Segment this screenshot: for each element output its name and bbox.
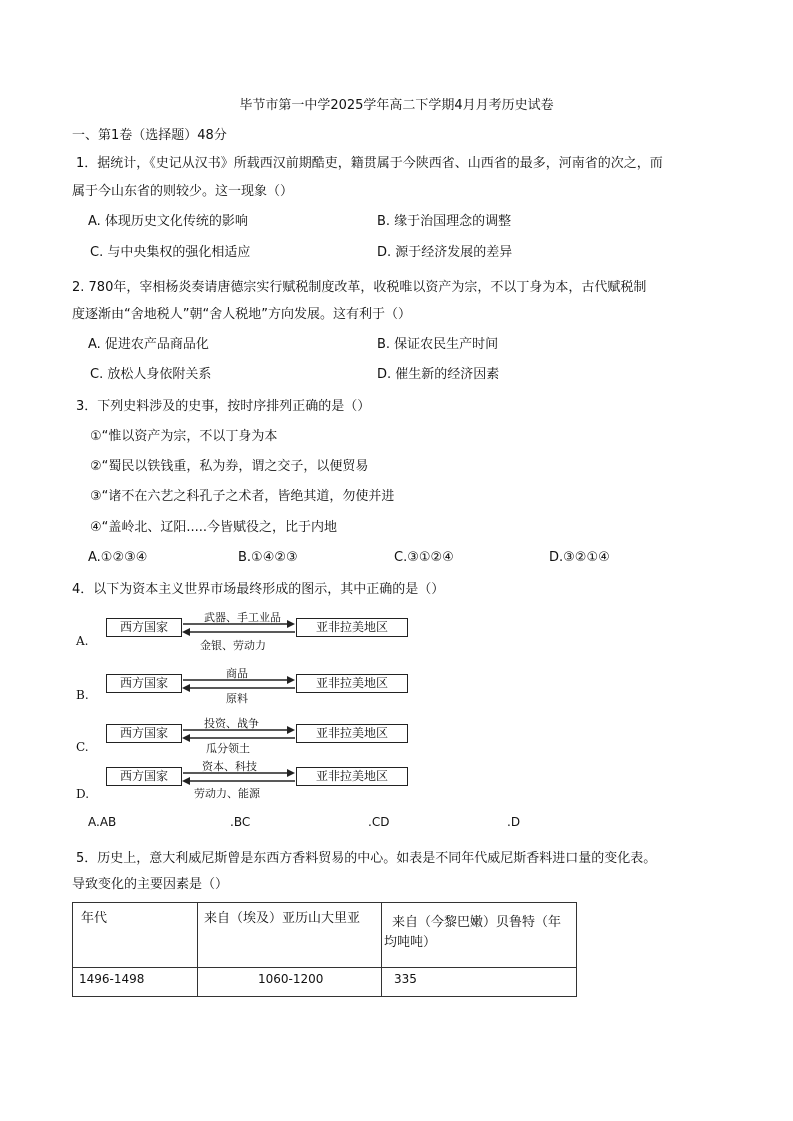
- western-countries-box: 西方国家: [106, 674, 182, 693]
- bottom-flow-label: 金银、劳动力: [200, 639, 266, 652]
- q2-option-d: D. 催生新的经济因素: [377, 367, 500, 382]
- western-countries-box: 西方国家: [106, 767, 182, 786]
- top-flow-label: 武器、手工业品: [204, 611, 281, 624]
- q4-diagram-c: [76, 712, 416, 755]
- cell-beirut: 335: [394, 972, 417, 986]
- q1-option-b: B. 缘于治国理念的调整: [377, 214, 512, 229]
- q4-option-a: A.AB: [88, 815, 117, 829]
- q2-option-a: A. 促进农产品商品化: [88, 337, 209, 352]
- bottom-flow-label: 原料: [226, 692, 248, 705]
- q5-stem-line1: 5．历史上，意大利威尼斯曾是东西方香料贸易的中心。如表是不同年代威尼斯香料进口量的变化表。: [76, 851, 657, 866]
- header-beirut: 来自（今黎巴嫩）贝鲁特（年: [392, 915, 562, 930]
- table-header-cell: [73, 903, 198, 968]
- asia-africa-latin-america-box: 亚非拉美地区: [296, 767, 408, 786]
- q3-item-1: ①“惟以资产为宗，不以丁身为本: [90, 429, 278, 444]
- spice-import-table: [72, 902, 577, 997]
- q1-stem-line1: 1．据统计，《史记从汉书》所载西汉前期酷吏，籍贯属于今陕西省、山西省的最多，河南省的次之，而: [76, 156, 663, 171]
- table-header-row: [73, 903, 577, 968]
- cell-alexandria: 1060-1200: [258, 972, 324, 986]
- q1-option-a: A. 体现历史文化传统的影响: [88, 214, 248, 229]
- western-countries-box: 西方国家: [106, 724, 182, 743]
- q4-diagram-b: [76, 662, 416, 705]
- q4-option-d: .D: [507, 815, 521, 829]
- header-unit: 均吨吨）: [384, 935, 437, 950]
- q4-option-b: .BC: [230, 815, 251, 829]
- diagram-letter: B.: [76, 688, 89, 702]
- q4-option-c: .CD: [368, 815, 390, 829]
- table-cell: [382, 968, 577, 997]
- table-cell: [73, 968, 198, 997]
- q3-option-d: D.③②①④: [549, 550, 610, 565]
- q2-option-b: B. 保证农民生产时间: [377, 337, 499, 352]
- bottom-flow-label: 瓜分领土: [206, 742, 250, 755]
- table-row: [73, 968, 577, 997]
- western-countries-box: 西方国家: [106, 618, 182, 637]
- q2-option-c: C. 放松人身依附关系: [90, 367, 212, 382]
- q4-stem: 4．以下为资本主义世界市场最终形成的图示，其中正确的是（）: [72, 582, 445, 597]
- top-flow-label: 资本、科技: [202, 760, 257, 773]
- q3-option-b: B.①④②③: [238, 550, 298, 565]
- diagram-letter: D.: [76, 787, 90, 801]
- q1-stem-line2: 属于今山东省的则较少。这一现象（）: [72, 184, 294, 199]
- q1-option-c: C. 与中央集权的强化相适应: [90, 245, 251, 260]
- q3-item-3: ③“诸不在六艺之科孔子之术者，皆绝其道，勿使并进: [90, 489, 395, 504]
- q4-diagram-a: [76, 612, 416, 650]
- diagram-letter: C.: [76, 740, 89, 754]
- header-year: 年代: [81, 911, 108, 926]
- q2-stem-line2: 度逐渐由“舍地税人”朝“舍人税地”方向发展。这有利于（）: [72, 307, 411, 322]
- top-flow-label: 商品: [226, 667, 248, 680]
- asia-africa-latin-america-box: 亚非拉美地区: [296, 674, 408, 693]
- q3-item-2: ②“蜀民以铁钱重，私为券，谓之交子，以便贸易: [90, 459, 369, 474]
- bottom-flow-label: 劳动力、能源: [194, 787, 260, 800]
- page-title: 毕节市第一中学2025学年高二下学期4月月考历史试卷: [239, 98, 554, 113]
- q4-diagram-d: [76, 757, 416, 801]
- q3-stem: 3．下列史料涉及的史事，按时序排列正确的是（）: [76, 399, 371, 414]
- cell-year: 1496-1498: [79, 972, 145, 986]
- q1-option-d: D. 源于经济发展的差异: [377, 245, 513, 260]
- table-header-cell: [382, 903, 577, 968]
- top-flow-label: 投资、战争: [204, 717, 259, 730]
- q3-option-c: C.③①②④: [394, 550, 454, 565]
- diagram-letter: A.: [76, 634, 89, 648]
- asia-africa-latin-america-box: 亚非拉美地区: [296, 724, 408, 743]
- asia-africa-latin-america-box: 亚非拉美地区: [296, 618, 408, 637]
- table-cell: [198, 968, 382, 997]
- q5-stem-line2: 导致变化的主要因素是（）: [72, 877, 229, 892]
- section-heading: 一、第1卷（选择题）48分: [72, 128, 227, 143]
- q3-option-a: A.①②③④: [88, 550, 148, 565]
- table-header-cell: [198, 903, 382, 968]
- q2-stem-line1: 2. 780年，宰相杨炎奏请唐德宗实行赋税制度改革，收税唯以资产为宗，不以丁身为本，古代赋税制: [72, 280, 647, 295]
- q3-item-4: ④“盖岭北、辽阳.....今皆赋役之，比于内地: [90, 520, 338, 535]
- header-alexandria: 来自（埃及）亚历山大里亚: [204, 911, 361, 926]
